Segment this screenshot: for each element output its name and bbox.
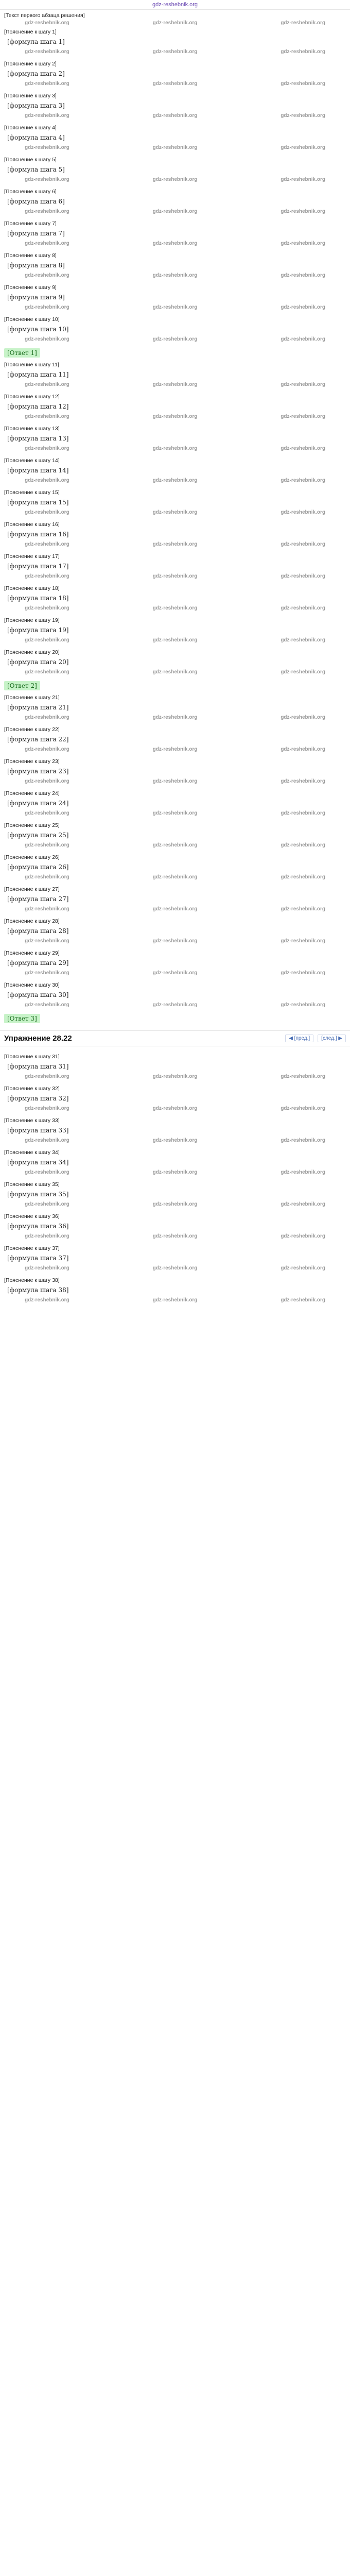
step-text: [Пояснение к шагу 17] — [4, 553, 60, 560]
step-formula: [формула шага 25] — [7, 832, 69, 839]
step-formula: [формула шага 12] — [7, 403, 69, 410]
solution-step — [4, 724, 346, 756]
step-formula: [формула шага 29] — [7, 959, 69, 967]
step-formula: [формула шага 9] — [7, 294, 65, 301]
watermark: gdz-reshebnik.org — [25, 273, 69, 278]
exercise-title: Упражнение 28.22 — [4, 1034, 72, 1043]
watermark: gdz-reshebnik.org — [152, 573, 198, 579]
watermark: gdz-reshebnik.org — [25, 304, 69, 310]
watermark: gdz-reshebnik.org — [25, 778, 69, 784]
solution-step — [4, 647, 346, 679]
step-text: [Пояснение к шагу 4] — [4, 125, 57, 131]
watermark: gdz-reshebnik.org — [152, 1265, 198, 1271]
step-text: [Пояснение к шагу 34] — [4, 1149, 60, 1156]
watermark: gdz-reshebnik.org — [281, 209, 325, 214]
watermark-row — [4, 969, 346, 977]
step-text: [Пояснение к шагу 22] — [4, 726, 60, 733]
solution-step — [4, 692, 346, 724]
step-formula: [формула шага 11] — [7, 371, 69, 378]
watermark-row — [4, 445, 346, 452]
step-text: [Пояснение к шагу 23] — [4, 758, 60, 765]
watermark: gdz-reshebnik.org — [152, 637, 198, 643]
answer-row — [4, 346, 346, 360]
watermark-row — [4, 714, 346, 721]
solution-step — [4, 551, 346, 583]
step-text: [Пояснение к шагу 19] — [4, 617, 60, 623]
solution-step — [4, 91, 346, 123]
step-formula: [формула шага 26] — [7, 863, 69, 871]
answer-highlight: [Ответ 1] — [4, 348, 40, 358]
solution-step — [4, 455, 346, 487]
step-formula: [формула шага 27] — [7, 895, 69, 903]
step-formula: [формула шага 2] — [7, 70, 65, 77]
step-text: [Пояснение к шагу 33] — [4, 1117, 60, 1124]
solution-step — [4, 948, 346, 980]
watermark-row — [4, 413, 346, 420]
watermark: gdz-reshebnik.org — [152, 113, 198, 118]
watermark: gdz-reshebnik.org — [25, 1002, 69, 1008]
exercise-nav — [285, 1035, 346, 1042]
watermark: gdz-reshebnik.org — [281, 747, 325, 752]
step-formula: [формула шага 22] — [7, 736, 69, 743]
step-text: [Пояснение к шагу 2] — [4, 61, 57, 67]
step-text: [Пояснение к шагу 11] — [4, 362, 59, 368]
watermark-row — [4, 905, 346, 913]
watermark-row — [4, 809, 346, 817]
step-text: [Пояснение к шагу 24] — [4, 790, 60, 796]
watermark-row — [4, 668, 346, 676]
watermark: gdz-reshebnik.org — [281, 510, 325, 515]
watermark-row — [4, 745, 346, 753]
watermark: gdz-reshebnik.org — [281, 478, 325, 483]
watermark: gdz-reshebnik.org — [152, 446, 198, 451]
watermark: gdz-reshebnik.org — [281, 541, 325, 547]
watermark: gdz-reshebnik.org — [25, 605, 69, 611]
watermark: gdz-reshebnik.org — [152, 336, 198, 342]
watermark: gdz-reshebnik.org — [281, 637, 325, 643]
step-formula: [формула шага 30] — [7, 991, 69, 998]
watermark: gdz-reshebnik.org — [152, 906, 198, 912]
watermark-row — [4, 176, 346, 183]
step-formula: [формула шага 21] — [7, 704, 69, 711]
step-formula: [формула шага 15] — [7, 499, 69, 506]
watermark: gdz-reshebnik.org — [152, 1074, 198, 1079]
solution-step — [4, 916, 346, 948]
watermark: gdz-reshebnik.org — [281, 874, 325, 880]
watermark-row — [4, 80, 346, 88]
watermark: gdz-reshebnik.org — [281, 970, 325, 976]
watermark-row — [4, 208, 346, 215]
watermark: gdz-reshebnik.org — [25, 1170, 69, 1175]
watermark: gdz-reshebnik.org — [281, 446, 325, 451]
watermark: gdz-reshebnik.org — [25, 1201, 69, 1207]
step-text: [Пояснение к шагу 28] — [4, 918, 60, 924]
step-text: [Пояснение к шагу 32] — [4, 1086, 60, 1092]
site-header[interactable] — [0, 0, 350, 10]
watermark: gdz-reshebnik.org — [25, 938, 69, 944]
solution-step — [4, 423, 346, 455]
watermark: gdz-reshebnik.org — [152, 810, 198, 816]
step-text: [Пояснение к шагу 21] — [4, 694, 60, 701]
watermark-row — [4, 1168, 346, 1176]
watermark: gdz-reshebnik.org — [152, 478, 198, 483]
watermark-row — [4, 381, 346, 388]
watermark: gdz-reshebnik.org — [281, 715, 325, 720]
watermark: gdz-reshebnik.org — [25, 1074, 69, 1079]
watermark: gdz-reshebnik.org — [152, 177, 198, 182]
watermark: gdz-reshebnik.org — [25, 510, 69, 515]
watermark: gdz-reshebnik.org — [281, 336, 325, 342]
solution-step — [4, 1243, 346, 1275]
watermark-row — [4, 873, 346, 881]
watermark-row — [4, 572, 346, 580]
watermark: gdz-reshebnik.org — [152, 382, 198, 387]
watermark: gdz-reshebnik.org — [281, 177, 325, 182]
watermark-row — [4, 1073, 346, 1080]
watermark-row — [4, 1264, 346, 1272]
step-text: [Пояснение к шагу 14] — [4, 457, 60, 464]
watermark-row — [4, 144, 346, 151]
watermark: gdz-reshebnik.org — [25, 1106, 69, 1111]
watermark: gdz-reshebnik.org — [25, 209, 69, 214]
solution-step — [4, 123, 346, 155]
step-text: [Пояснение к шагу 27] — [4, 886, 60, 892]
watermark: gdz-reshebnik.org — [25, 970, 69, 976]
step-text: [Пояснение к шагу 37] — [4, 1245, 60, 1251]
watermark: gdz-reshebnik.org — [25, 113, 69, 118]
watermark: gdz-reshebnik.org — [281, 1265, 325, 1271]
step-formula: [формула шага 16] — [7, 531, 69, 538]
watermark: gdz-reshebnik.org — [152, 669, 198, 675]
watermark: gdz-reshebnik.org — [281, 414, 325, 419]
watermark-row — [4, 19, 346, 27]
step-text: [Пояснение к шагу 30] — [4, 982, 60, 988]
step-formula: [формула шага 34] — [7, 1159, 69, 1166]
watermark: gdz-reshebnik.org — [152, 304, 198, 310]
solution-step — [4, 1275, 346, 1307]
step-text: [Пояснение к шагу 16] — [4, 521, 60, 528]
solution-step — [4, 282, 346, 314]
solution-step — [4, 788, 346, 820]
solution-step — [4, 187, 346, 218]
solution-step — [4, 1115, 346, 1147]
prev-exercise-link[interactable]: ◀ [пред.] — [285, 1035, 313, 1042]
solution-steps — [4, 692, 346, 1012]
site-name[interactable]: gdz-reshebnik.org — [152, 2, 198, 8]
step-formula: [формула шага 7] — [7, 230, 65, 237]
watermark: gdz-reshebnik.org — [281, 778, 325, 784]
step-formula: [формула шага 14] — [7, 467, 69, 474]
watermark: gdz-reshebnik.org — [152, 970, 198, 976]
step-text: [Пояснение к шагу 3] — [4, 93, 57, 99]
solution-step — [4, 218, 346, 250]
step-text: [Пояснение к шагу 35] — [4, 1181, 60, 1188]
watermark-row — [4, 1232, 346, 1240]
watermark: gdz-reshebnik.org — [25, 1233, 69, 1239]
step-text: [Пояснение к шагу 29] — [4, 950, 60, 956]
solution-step — [4, 583, 346, 615]
watermark: gdz-reshebnik.org — [281, 81, 325, 87]
watermark: gdz-reshebnik.org — [152, 1297, 198, 1303]
watermark: gdz-reshebnik.org — [25, 478, 69, 483]
watermark: gdz-reshebnik.org — [281, 1074, 325, 1079]
watermark: gdz-reshebnik.org — [152, 1201, 198, 1207]
watermark: gdz-reshebnik.org — [25, 1297, 69, 1303]
solution-step — [4, 615, 346, 647]
solution-step — [4, 1179, 346, 1211]
step-formula: [формула шага 28] — [7, 927, 69, 935]
watermark-row — [4, 636, 346, 644]
step-formula: [формула шага 10] — [7, 326, 69, 333]
watermark: gdz-reshebnik.org — [25, 145, 69, 150]
watermark: gdz-reshebnik.org — [25, 382, 69, 387]
watermark: gdz-reshebnik.org — [25, 541, 69, 547]
step-text: [Пояснение к шагу 7] — [4, 221, 57, 227]
step-formula: [формула шага 19] — [7, 626, 69, 634]
watermark: gdz-reshebnik.org — [25, 573, 69, 579]
step-text: [Пояснение к шагу 36] — [4, 1213, 60, 1219]
watermark-row — [4, 1105, 346, 1112]
watermark: gdz-reshebnik.org — [25, 336, 69, 342]
solution-step — [4, 487, 346, 519]
solution-step — [4, 1052, 346, 1083]
solution-steps — [4, 27, 346, 346]
watermark: gdz-reshebnik.org — [152, 715, 198, 720]
step-formula: [формула шага 24] — [7, 800, 69, 807]
watermark: gdz-reshebnik.org — [25, 842, 69, 848]
watermark-row — [4, 112, 346, 120]
watermark: gdz-reshebnik.org — [25, 637, 69, 643]
watermark-row — [4, 509, 346, 516]
solution-step — [4, 59, 346, 91]
solution-step — [4, 884, 346, 916]
watermark: gdz-reshebnik.org — [281, 906, 325, 912]
watermark-row — [4, 604, 346, 612]
solution-step — [4, 820, 346, 852]
step-formula: [формула шага 3] — [7, 102, 65, 109]
watermark: gdz-reshebnik.org — [152, 1138, 198, 1143]
step-text: [Пояснение к шагу 25] — [4, 822, 60, 828]
watermark: gdz-reshebnik.org — [152, 541, 198, 547]
step-text: [Пояснение к шагу 15] — [4, 489, 60, 496]
watermark: gdz-reshebnik.org — [281, 573, 325, 579]
step-formula: [формула шага 37] — [7, 1255, 69, 1262]
watermark: gdz-reshebnik.org — [25, 810, 69, 816]
solution-step — [4, 392, 346, 423]
step-formula: [формула шага 6] — [7, 198, 65, 205]
watermark: gdz-reshebnik.org — [152, 209, 198, 214]
watermark-row — [4, 540, 346, 548]
step-formula: [формула шага 8] — [7, 262, 65, 269]
solution-step — [4, 314, 346, 346]
watermark: gdz-reshebnik.org — [25, 1138, 69, 1143]
solution-step — [4, 27, 346, 59]
watermark: gdz-reshebnik.org — [281, 938, 325, 944]
watermark: gdz-reshebnik.org — [281, 20, 325, 26]
answer-row — [4, 679, 346, 692]
step-formula: [формула шага 13] — [7, 435, 69, 442]
watermark-row — [4, 1296, 346, 1304]
watermark: gdz-reshebnik.org — [152, 273, 198, 278]
watermark: gdz-reshebnik.org — [152, 49, 198, 55]
step-text: [Пояснение к шагу 1] — [4, 29, 57, 35]
watermark-row — [4, 303, 346, 311]
watermark: gdz-reshebnik.org — [281, 1233, 325, 1239]
watermark: gdz-reshebnik.org — [281, 669, 325, 675]
exercise-header — [0, 1030, 350, 1046]
solution-step — [4, 1147, 346, 1179]
step-formula: [формула шага 17] — [7, 563, 69, 570]
watermark: gdz-reshebnik.org — [25, 747, 69, 752]
watermark-row — [4, 937, 346, 945]
watermark: gdz-reshebnik.org — [281, 304, 325, 310]
watermark: gdz-reshebnik.org — [152, 414, 198, 419]
step-text: [Пояснение к шагу 13] — [4, 426, 60, 432]
watermark: gdz-reshebnik.org — [152, 241, 198, 246]
watermark: gdz-reshebnik.org — [25, 874, 69, 880]
watermark: gdz-reshebnik.org — [152, 20, 198, 26]
watermark-row — [4, 777, 346, 785]
solution-steps-2 — [4, 1052, 346, 1307]
watermark: gdz-reshebnik.org — [152, 938, 198, 944]
watermark: gdz-reshebnik.org — [152, 605, 198, 611]
step-formula: [формула шага 23] — [7, 768, 69, 775]
watermark: gdz-reshebnik.org — [25, 669, 69, 675]
solution-steps — [4, 360, 346, 679]
watermark: gdz-reshebnik.org — [152, 1170, 198, 1175]
step-text: [Пояснение к шагу 20] — [4, 649, 60, 655]
watermark: gdz-reshebnik.org — [281, 241, 325, 246]
watermark: gdz-reshebnik.org — [152, 778, 198, 784]
intro-paragraph: [Текст первого абзаца решения] — [4, 12, 85, 19]
watermark: gdz-reshebnik.org — [281, 842, 325, 848]
next-exercise-link[interactable]: [след.] ▶ — [318, 1035, 346, 1042]
step-formula: [формула шага 33] — [7, 1127, 69, 1134]
step-text: [Пояснение к шагу 5] — [4, 157, 57, 163]
solution-step — [4, 1211, 346, 1243]
step-text: [Пояснение к шагу 9] — [4, 284, 57, 291]
watermark: gdz-reshebnik.org — [25, 715, 69, 720]
watermark: gdz-reshebnik.org — [281, 1297, 325, 1303]
solution-step — [4, 1083, 346, 1115]
watermark: gdz-reshebnik.org — [152, 81, 198, 87]
watermark: gdz-reshebnik.org — [25, 49, 69, 55]
step-text: [Пояснение к шагу 38] — [4, 1277, 60, 1283]
watermark: gdz-reshebnik.org — [25, 446, 69, 451]
watermark: gdz-reshebnik.org — [152, 1002, 198, 1008]
watermark-row — [4, 1001, 346, 1009]
solution-step — [4, 756, 346, 788]
solution-step — [4, 980, 346, 1012]
answer-row — [4, 1012, 346, 1025]
step-text: [Пояснение к шагу 31] — [4, 1054, 60, 1060]
step-text: [Пояснение к шагу 8] — [4, 252, 57, 259]
step-formula: [формула шага 31] — [7, 1063, 69, 1070]
watermark: gdz-reshebnik.org — [25, 906, 69, 912]
watermark: gdz-reshebnik.org — [152, 1106, 198, 1111]
step-text: [Пояснение к шагу 10] — [4, 316, 60, 323]
watermark: gdz-reshebnik.org — [25, 20, 69, 26]
watermark: gdz-reshebnik.org — [281, 1170, 325, 1175]
watermark: gdz-reshebnik.org — [152, 510, 198, 515]
watermark-row — [4, 48, 346, 56]
watermark: gdz-reshebnik.org — [281, 1002, 325, 1008]
watermark-row — [4, 272, 346, 279]
watermark: gdz-reshebnik.org — [281, 810, 325, 816]
watermark: gdz-reshebnik.org — [281, 273, 325, 278]
watermark: gdz-reshebnik.org — [25, 241, 69, 246]
watermark: gdz-reshebnik.org — [281, 113, 325, 118]
solution-step — [4, 519, 346, 551]
watermark: gdz-reshebnik.org — [25, 414, 69, 419]
solution-content — [0, 10, 350, 1307]
step-text: [Пояснение к шагу 6] — [4, 189, 57, 195]
watermark: gdz-reshebnik.org — [281, 1138, 325, 1143]
solution-step — [4, 250, 346, 282]
watermark-row — [4, 335, 346, 343]
watermark: gdz-reshebnik.org — [25, 81, 69, 87]
watermark: gdz-reshebnik.org — [281, 145, 325, 150]
step-text: [Пояснение к шагу 12] — [4, 394, 60, 400]
step-text: [Пояснение к шагу 18] — [4, 585, 60, 591]
watermark: gdz-reshebnik.org — [25, 177, 69, 182]
watermark: gdz-reshebnik.org — [281, 1201, 325, 1207]
step-formula: [формула шага 35] — [7, 1191, 69, 1198]
watermark-row — [4, 841, 346, 849]
watermark: gdz-reshebnik.org — [152, 747, 198, 752]
watermark: gdz-reshebnik.org — [25, 1265, 69, 1271]
watermark: gdz-reshebnik.org — [152, 145, 198, 150]
watermark-row — [4, 1137, 346, 1144]
answer-highlight: [Ответ 2] — [4, 681, 40, 690]
watermark: gdz-reshebnik.org — [281, 1106, 325, 1111]
step-formula: [формула шага 5] — [7, 166, 65, 173]
step-formula: [формула шага 1] — [7, 38, 65, 45]
watermark: gdz-reshebnik.org — [281, 605, 325, 611]
step-formula: [формула шага 20] — [7, 658, 69, 666]
step-formula: [формула шага 38] — [7, 1286, 69, 1294]
solution-step — [4, 360, 346, 392]
step-formula: [формула шага 18] — [7, 595, 69, 602]
watermark: gdz-reshebnik.org — [152, 842, 198, 848]
watermark-row — [4, 240, 346, 247]
solution-step — [4, 852, 346, 884]
step-text: [Пояснение к шагу 26] — [4, 854, 60, 860]
step-formula: [формула шага 32] — [7, 1095, 69, 1102]
step-formula: [формула шага 36] — [7, 1223, 69, 1230]
watermark: gdz-reshebnik.org — [281, 49, 325, 55]
watermark: gdz-reshebnik.org — [281, 382, 325, 387]
watermark-row — [4, 1200, 346, 1208]
watermark-row — [4, 477, 346, 484]
step-formula: [формула шага 4] — [7, 134, 65, 141]
watermark: gdz-reshebnik.org — [152, 1233, 198, 1239]
watermark: gdz-reshebnik.org — [152, 874, 198, 880]
solution-step — [4, 155, 346, 187]
answer-highlight: [Ответ 3] — [4, 1014, 40, 1023]
